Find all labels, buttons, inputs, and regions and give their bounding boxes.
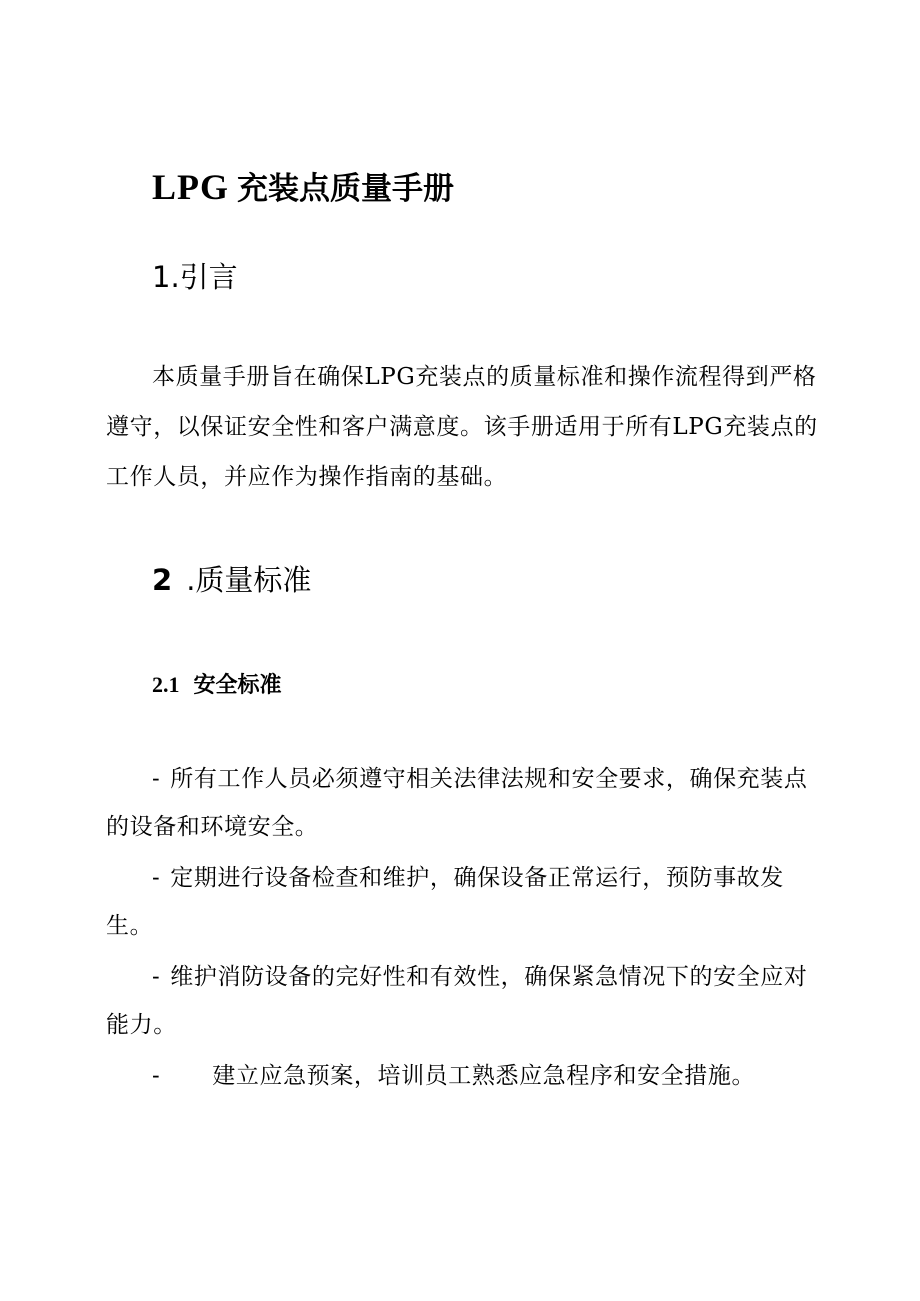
title-latin: LPG (152, 167, 230, 207)
subsection-2-1-heading (152, 668, 282, 702)
bullet-dash: - (152, 864, 161, 890)
subsection-2-1-title: 安全标准 (193, 672, 282, 698)
bullet-dash: - (152, 1062, 161, 1088)
intro-paragraph: 本质量手册旨在确保LPG充装点的质量标准和操作流程得到严格遵守，以保证安全性和客户满意度。该手册适用于所有LPG充装点的工作人员，并应作为操作指南的基础。 (106, 364, 818, 490)
list-item-text: 定期进行设备检查和维护，确保设备正常运行，预防事故发生。 (106, 865, 784, 939)
subsection-2-1-number: 2.1 (152, 672, 180, 697)
list-item-text: 建立应急预案，培训员工熟悉应急程序和安全措施。 (212, 1063, 756, 1089)
section-2-number: 2 (152, 563, 173, 597)
bullet-dash: - (152, 765, 161, 791)
title-cjk: 充装点质量手册 (237, 171, 455, 207)
list-item (106, 952, 822, 1049)
safety-standards-list (106, 754, 822, 1102)
section-1-heading: 1.引言 (152, 260, 238, 294)
document-title (152, 164, 454, 212)
list-item-text: 所有工作人员必须遵守相关法律法规和安全要求，确保充装点的设备和环境安全。 (106, 766, 808, 840)
list-item (106, 754, 822, 851)
bullet-dash: - (152, 963, 161, 989)
list-item (106, 853, 822, 950)
section-2-heading (152, 560, 311, 600)
list-item-text: 维护消防设备的完好性和有效性，确保紧急情况下的安全应对能力。 (106, 964, 808, 1038)
section-2-title: .质量标准 (186, 563, 312, 597)
list-item (106, 1051, 822, 1100)
